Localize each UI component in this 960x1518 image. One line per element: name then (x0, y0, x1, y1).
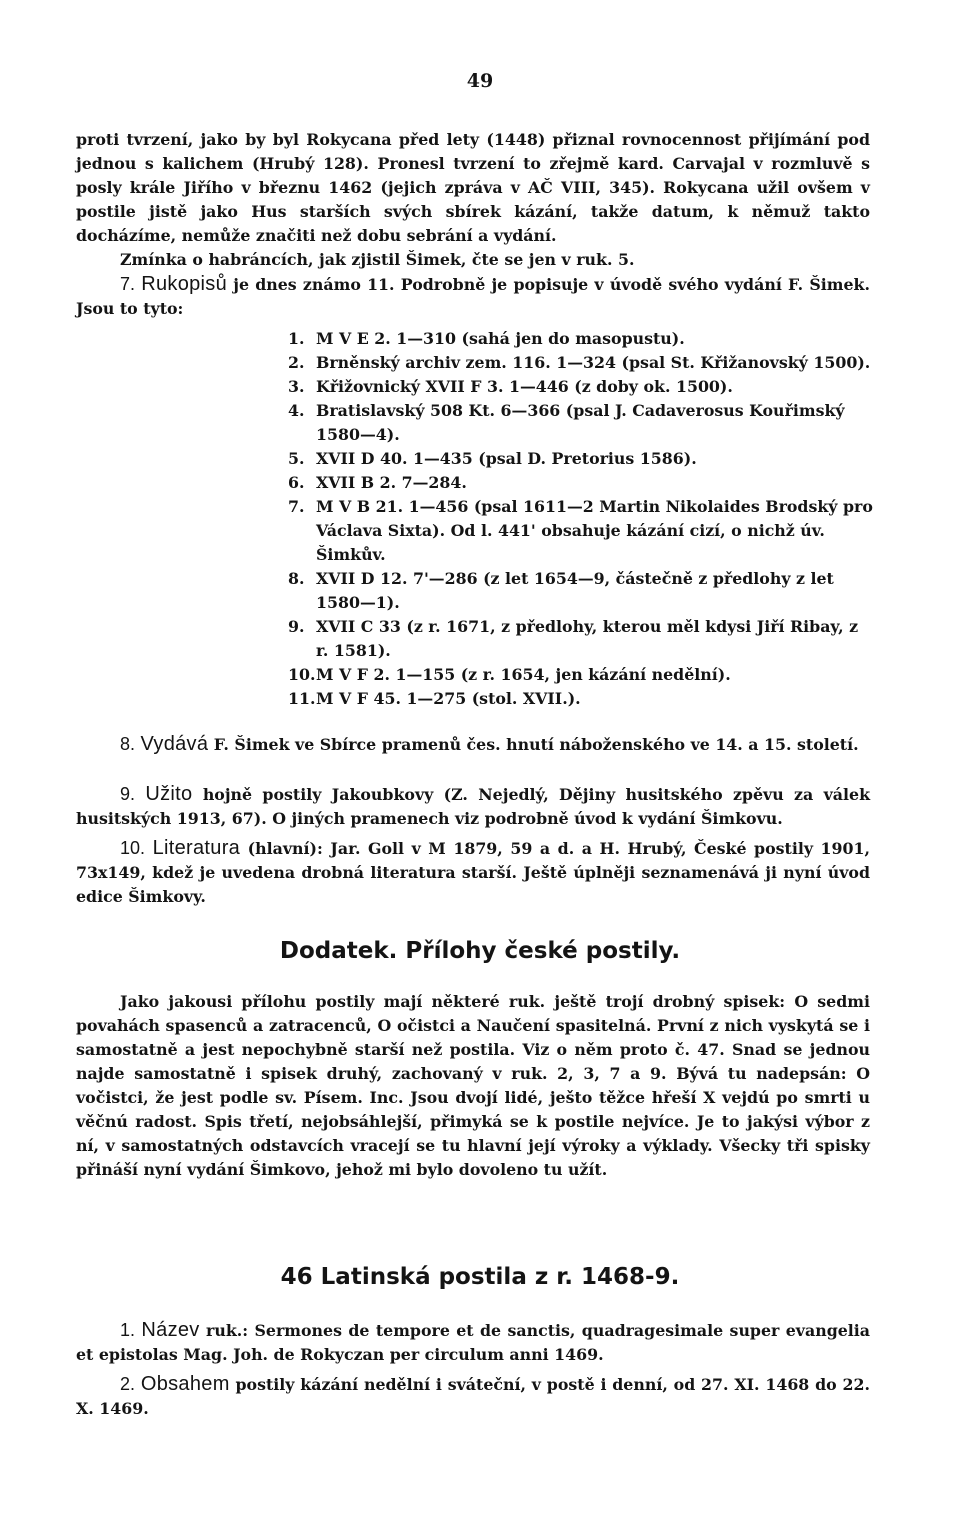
section-10-text: (hlavní): Jar. Goll v M 1879, 59 a d. a H. Hrubý, České postily 1901, 73x149, kdež je uvedena drobná literatura starší. Ještě úplněji seznamenává ji nyní úvod edice Šimkovy. (76, 839, 871, 906)
list-item (288, 447, 873, 471)
section-8-headword: Vydává (140, 733, 209, 755)
list-item-text: M V F 2. 1—155 (z r. 1654, jen kázání nedělní). (316, 665, 731, 684)
list-item-number: 9. (288, 617, 305, 636)
section-46-item-1-text: ruk.: Sermones de tempore et de sanctis, quadragesimale super evangelia et epistolas Mag. Joh. de Rokyczan per circulum anni 1469. (76, 1321, 871, 1364)
section-46-item-1 (76, 1318, 870, 1367)
section-46-item-2-number: 2. (120, 1374, 136, 1394)
list-item-text: M V F 45. 1—275 (stol. XVII.). (316, 689, 581, 708)
section-7-number: 7. (120, 274, 136, 294)
list-item (288, 495, 873, 567)
list-item-number: 1. (288, 329, 305, 348)
section-46-item-2-headword: Obsahem (140, 1373, 230, 1395)
intro-paragraph: proti tvrzení, jako by byl Rokycana před lety (1448) přiznal rovnocennost přijímání pod jednou s kalichem (Hrubý 128). Pronesl tvrzení to zřejmě kard. Carvajal v rozmluvě s posly krále Jiřího v březnu 1462 (jejich zpráva v AČ VIII, 345). Rokycana užil ovšem v postile jistě jako Hus starších svých sbírek kázání, takže datum, k němuž takto docházíme, nemůže značiti než dobu sebrání a vydání. (76, 130, 870, 245)
section-10-number: 10. (120, 838, 146, 858)
section-8-number: 8. (120, 734, 136, 754)
section-10-paragraph (76, 836, 870, 909)
list-item-number: 8. (288, 569, 305, 588)
section-8-paragraph (76, 732, 870, 757)
section-46-item-2 (76, 1372, 870, 1421)
list-item (288, 471, 873, 495)
list-item-number: 10. (288, 665, 316, 684)
section-7-paragraph (76, 272, 870, 321)
list-item-text: Bratislavský 508 Kt. 6—366 (psal J. Cadaverosus Kouřimský 1580—4). (316, 401, 845, 444)
list-item-text: XVII D 12. 7'—286 (z let 1654—9, částečně z předlohy z let 1580—1). (316, 569, 834, 612)
dodatek-heading: Dodatek. Přílohy české postily. (279, 938, 681, 964)
section-9-number: 9. (120, 784, 136, 804)
list-item (288, 687, 873, 711)
list-item-text: XVII C 33 (z r. 1671, z předlohy, kterou měl kdysi Jiří Ribay, z r. 1581). (316, 617, 859, 660)
manuscript-list (288, 327, 873, 711)
section-46-item-2-text: postily kázání nedělní i sváteční, v postě i denní, od 27. XI. 1468 do 22. X. 1469. (76, 1375, 871, 1418)
list-item (288, 327, 873, 351)
page-number: 49 (466, 70, 494, 92)
list-item-number: 6. (288, 473, 305, 492)
list-item (288, 567, 873, 615)
section-10-headword: Literatura (152, 837, 241, 859)
list-item-text: M V B 21. 1—456 (psal 1611—2 Martin Nikolaides Brodský pro Václava Sixta). Od l. 441' obsahuje kázání cizí, o nichž úv. Šimkův. (316, 497, 873, 564)
list-item-number: 7. (288, 497, 305, 516)
section-8-text: F. Šimek ve Sbírce pramenů čes. hnutí náboženského ve 14. a 15. století. (213, 735, 859, 754)
list-item-number: 5. (288, 449, 305, 468)
list-item-text: Brněnský archiv zem. 116. 1—324 (psal St. Křižanovský 1500). (316, 353, 871, 372)
dodatek-paragraph: Jako jakousi přílohu postily mají některé ruk. ještě trojí drobný spisek: O sedmi povahách spasenců a zatracenců, O očistci a Naučení spasitelná. První z nich vyskytá se i samostatně a jest nepochybně starší než postila. Viz o něm proto č. 47. Snad se jednou najde samostatně i spisek druhý, zachovaný v ruk. 2, 3, 7 a 9. Bývá tu nadepsán: O vočistci, že jest podle sv. Písem. Inc. Jsou dvojí lidé, ješto těžce hřeší X vejdú po smrti u věčnú radost. Spis třetí, nejobsáhlejší, přimyká se k postile nejvíce. Je to jakýsi výbor z ní, v samostatných odstavcích vracejí se tu hlavní její výroky a výklady. Všecky tři spisky přináší nyní vydání Šimkovo, jehož mi bylo dovoleno tu užít. (76, 992, 870, 1179)
list-item-text: XVII B 2. 7—284. (316, 473, 467, 492)
list-item-text: Křižovnický XVII F 3. 1—446 (z doby ok. 1500). (316, 377, 733, 396)
list-item-number: 3. (288, 377, 305, 396)
zminka-note: Zmínka o habráncích, jak zjistil Šimek, čte se jen v ruk. 5. (120, 250, 635, 269)
section-7-text: je dnes známo 11. Podrobně je popisuje v úvodě svého vydání F. Šimek. Jsou to tyto: (76, 275, 870, 318)
list-item (288, 399, 873, 447)
list-item (288, 615, 873, 663)
list-item-text: XVII D 40. 1—435 (psal D. Pretorius 1586). (316, 449, 697, 468)
list-item (288, 351, 873, 375)
list-item-number: 11. (288, 689, 316, 708)
section-46-item-1-headword: Název (141, 1319, 200, 1341)
section-9-paragraph (76, 782, 870, 831)
list-item-number: 4. (288, 401, 305, 420)
section-7-headword: Rukopisů (141, 273, 228, 295)
section-46-item-1-number: 1. (120, 1320, 136, 1340)
section-9-headword: Užito (145, 783, 193, 805)
list-item (288, 375, 873, 399)
section-9-text: hojně postily Jakoubkovy (Z. Nejedlý, Dějiny husitského zpěvu za válek husitských 1913, 67). O jiných pramenech viz podrobně úvod k vydání Šimkovu. (76, 785, 871, 828)
list-item (288, 663, 873, 687)
list-item-number: 2. (288, 353, 305, 372)
section-46-heading: 46 Latinská postila z r. 1468-9. (280, 1264, 680, 1290)
list-item-text: M V E 2. 1—310 (sahá jen do masopustu). (316, 329, 685, 348)
